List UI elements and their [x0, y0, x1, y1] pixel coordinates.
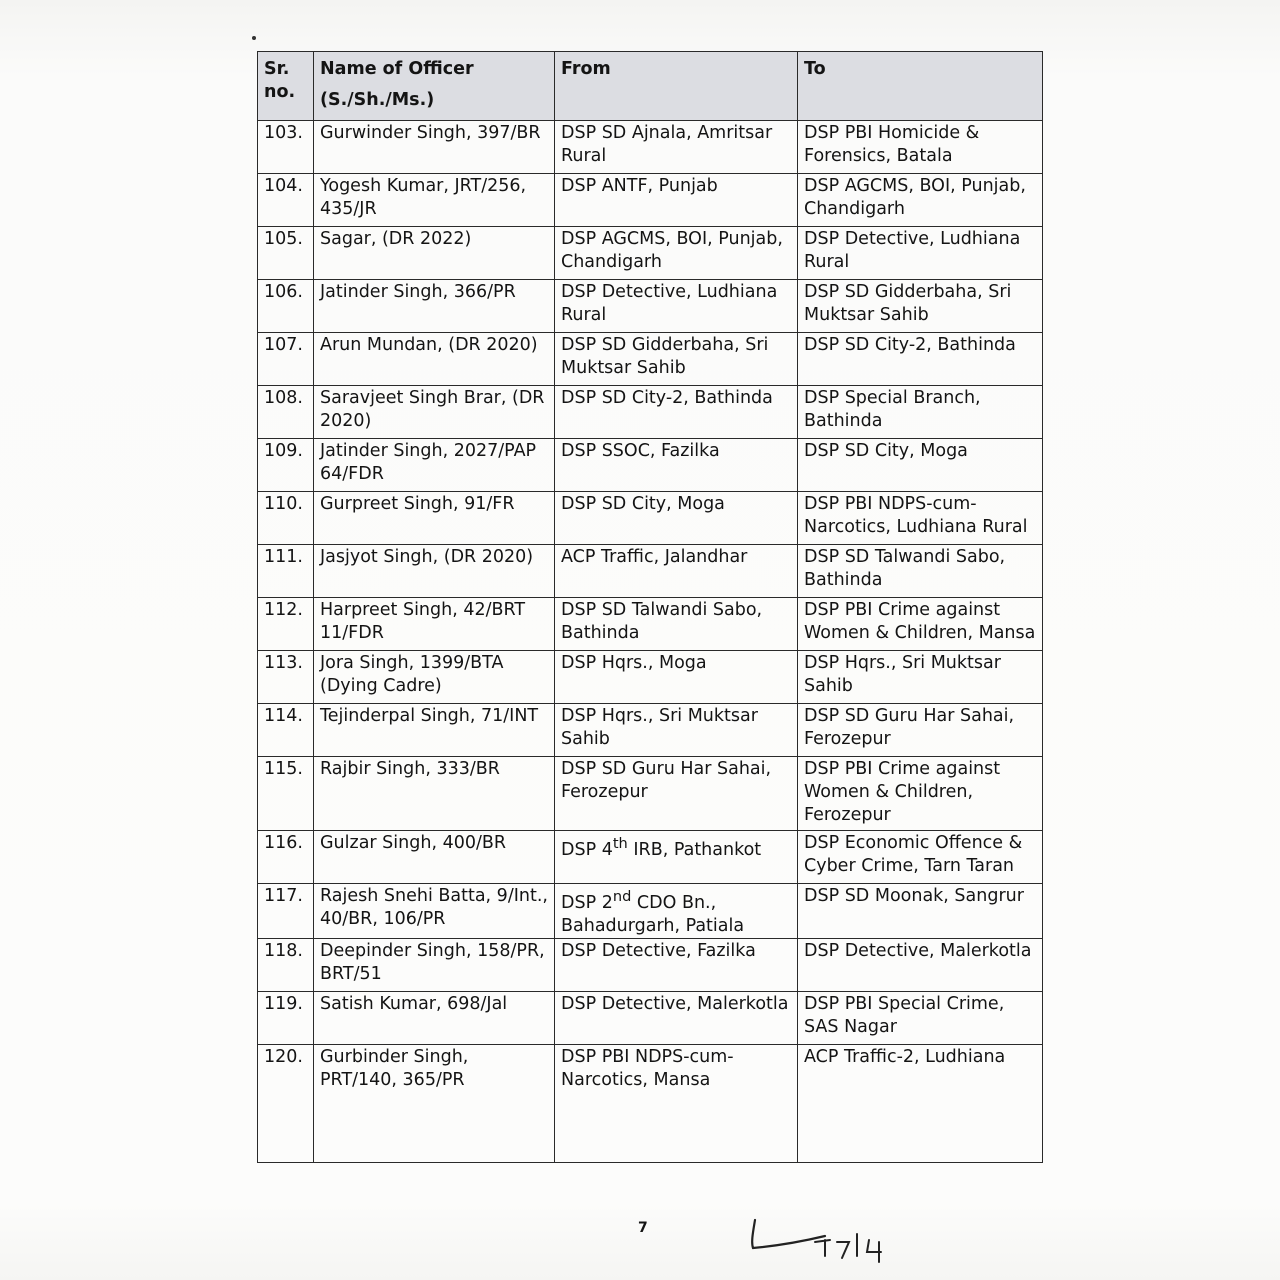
cell-from: DSP Hqrs., Moga — [555, 651, 798, 704]
cell-from: DSP SD City-2, Bathinda — [555, 386, 798, 439]
cell-to: DSP Detective, Malerkotla — [798, 938, 1043, 991]
table-row — [258, 831, 1043, 884]
cell-sr-no: 111. — [258, 545, 314, 598]
cell-sr-no: 119. — [258, 991, 314, 1044]
cell-officer-name: Gurbinder Singh, PRT/140, 365/PR — [314, 1044, 555, 1162]
table-row — [258, 938, 1043, 991]
cell-from: DSP SD Talwandi Sabo, Bathinda — [555, 598, 798, 651]
table-header-row — [258, 52, 1043, 121]
cell-sr-no: 105. — [258, 227, 314, 280]
cell-to: DSP PBI Crime against Women & Children, Mansa — [798, 598, 1043, 651]
cell-officer-name: Arun Mundan, (DR 2020) — [314, 333, 555, 386]
from-ordinal-suffix: nd — [612, 888, 632, 905]
from-prefix: DSP 2 — [561, 892, 613, 913]
cell-officer-name: Jatinder Singh, 366/PR — [314, 280, 555, 333]
handwritten-signature — [745, 1212, 905, 1272]
from-prefix: DSP 4 — [561, 839, 613, 860]
cell-to: DSP PBI NDPS-cum-Narcotics, Ludhiana Rural — [798, 492, 1043, 545]
header-from: From — [555, 52, 798, 121]
cell-sr-no: 115. — [258, 757, 314, 831]
cell-from: DSP AGCMS, BOI, Punjab, Chandigarh — [555, 227, 798, 280]
cell-officer-name: Jatinder Singh, 2027/PAP 64/FDR — [314, 439, 555, 492]
transfer-table — [257, 51, 1043, 1163]
page-number: 7 — [638, 1220, 648, 1236]
header-name-of-officer — [314, 52, 555, 121]
cell-officer-name: Jasjyot Singh, (DR 2020) — [314, 545, 555, 598]
cell-to: DSP SD Gidderbaha, Sri Muktsar Sahib — [798, 280, 1043, 333]
cell-officer-name: Rajbir Singh, 333/BR — [314, 757, 555, 831]
cell-sr-no: 116. — [258, 831, 314, 884]
cell-from — [555, 884, 798, 939]
cell-sr-no: 112. — [258, 598, 314, 651]
cell-officer-name: Gurpreet Singh, 91/FR — [314, 492, 555, 545]
table-row — [258, 280, 1043, 333]
cell-officer-name: Yogesh Kumar, JRT/256, 435/JR — [314, 174, 555, 227]
header-name-subtitle: (S./Sh./Ms.) — [320, 90, 435, 110]
cell-to: DSP PBI Homicide & Forensics, Batala — [798, 121, 1043, 174]
cell-from: DSP Detective, Ludhiana Rural — [555, 280, 798, 333]
cell-from: DSP PBI NDPS-cum-Narcotics, Mansa — [555, 1044, 798, 1162]
cell-to: DSP Detective, Ludhiana Rural — [798, 227, 1043, 280]
cell-officer-name: Deepinder Singh, 158/PR, BRT/51 — [314, 938, 555, 991]
cell-sr-no: 109. — [258, 439, 314, 492]
cell-sr-no: 107. — [258, 333, 314, 386]
table-row — [258, 1044, 1043, 1162]
from-suffix: CDO Bn., Bahadurgarh, Patiala — [561, 892, 745, 936]
cell-from: DSP SD City, Moga — [555, 492, 798, 545]
table-row — [258, 651, 1043, 704]
cell-officer-name: Gulzar Singh, 400/BR — [314, 831, 555, 884]
table-row — [258, 492, 1043, 545]
cell-officer-name: Tejinderpal Singh, 71/INT — [314, 704, 555, 757]
cell-to: DSP SD City, Moga — [798, 439, 1043, 492]
cell-to: ACP Traffic-2, Ludhiana — [798, 1044, 1043, 1162]
cell-from — [555, 831, 798, 884]
table-row — [258, 174, 1043, 227]
cell-officer-name: Harpreet Singh, 42/BRT 11/FDR — [314, 598, 555, 651]
cell-to: DSP SD Guru Har Sahai, Ferozepur — [798, 704, 1043, 757]
cell-to: DSP SD Moonak, Sangrur — [798, 884, 1043, 939]
table-row — [258, 545, 1043, 598]
header-name-label: Name of Officer — [320, 59, 474, 79]
cell-sr-no: 106. — [258, 280, 314, 333]
cell-from: DSP ANTF, Punjab — [555, 174, 798, 227]
cell-from: DSP Detective, Fazilka — [555, 938, 798, 991]
cell-sr-no: 120. — [258, 1044, 314, 1162]
table-row — [258, 704, 1043, 757]
cell-to: DSP Economic Offence & Cyber Crime, Tarn Taran — [798, 831, 1043, 884]
cell-officer-name: Saravjeet Singh Brar, (DR 2020) — [314, 386, 555, 439]
table-row — [258, 386, 1043, 439]
table-row — [258, 333, 1043, 386]
cell-to: DSP AGCMS, BOI, Punjab, Chandigarh — [798, 174, 1043, 227]
table-row — [258, 884, 1043, 939]
cell-to: DSP Special Branch, Bathinda — [798, 386, 1043, 439]
cell-from: DSP SSOC, Fazilka — [555, 439, 798, 492]
from-suffix: IRB, Pathankot — [627, 839, 762, 860]
header-sr-no: Sr. no. — [258, 52, 314, 121]
cell-to: DSP SD City-2, Bathinda — [798, 333, 1043, 386]
from-ordinal-suffix: th — [612, 835, 628, 852]
cell-sr-no: 117. — [258, 884, 314, 939]
stray-mark — [252, 36, 256, 40]
table-row — [258, 227, 1043, 280]
cell-to: DSP PBI Crime against Women & Children, Ferozepur — [798, 757, 1043, 831]
cell-from: ACP Traffic, Jalandhar — [555, 545, 798, 598]
header-to: To — [798, 52, 1043, 121]
cell-officer-name: Gurwinder Singh, 397/BR — [314, 121, 555, 174]
cell-sr-no: 110. — [258, 492, 314, 545]
table-row — [258, 121, 1043, 174]
cell-to: DSP SD Talwandi Sabo, Bathinda — [798, 545, 1043, 598]
cell-officer-name: Sagar, (DR 2022) — [314, 227, 555, 280]
cell-sr-no: 114. — [258, 704, 314, 757]
table-row — [258, 439, 1043, 492]
cell-from: DSP SD Gidderbaha, Sri Muktsar Sahib — [555, 333, 798, 386]
table-row — [258, 598, 1043, 651]
cell-sr-no: 103. — [258, 121, 314, 174]
cell-from: DSP SD Ajnala, Amritsar Rural — [555, 121, 798, 174]
cell-from: DSP Hqrs., Sri Muktsar Sahib — [555, 704, 798, 757]
cell-to: DSP PBI Special Crime, SAS Nagar — [798, 991, 1043, 1044]
table-row — [258, 991, 1043, 1044]
cell-sr-no: 104. — [258, 174, 314, 227]
cell-sr-no: 113. — [258, 651, 314, 704]
cell-from: DSP SD Guru Har Sahai, Ferozepur — [555, 757, 798, 831]
cell-officer-name: Satish Kumar, 698/Jal — [314, 991, 555, 1044]
cell-officer-name: Jora Singh, 1399/BTA (Dying Cadre) — [314, 651, 555, 704]
cell-from: DSP Detective, Malerkotla — [555, 991, 798, 1044]
cell-sr-no: 118. — [258, 938, 314, 991]
cell-to: DSP Hqrs., Sri Muktsar Sahib — [798, 651, 1043, 704]
cell-officer-name: Rajesh Snehi Batta, 9/Int., 40/BR, 106/PR — [314, 884, 555, 939]
cell-sr-no: 108. — [258, 386, 314, 439]
table-row — [258, 757, 1043, 831]
